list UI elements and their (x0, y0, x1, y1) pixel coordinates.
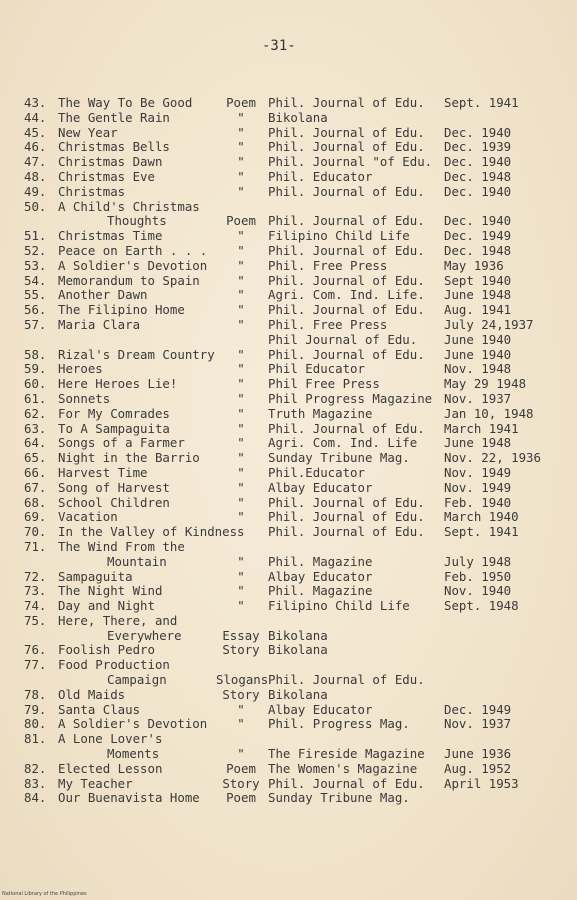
entry-title: A Soldier's Devotion (58, 716, 208, 732)
entry-type: " (237, 257, 245, 273)
entry-number: 80. (24, 716, 47, 732)
entry-number: 55. (24, 287, 47, 303)
list-item (0, 259, 577, 274)
entry-number: 77. (24, 657, 47, 673)
entry-type: " (237, 168, 245, 184)
entry-date: Feb. 1950 (444, 568, 512, 584)
entry-type: " (237, 583, 245, 599)
list-item (0, 377, 577, 392)
list-item (0, 481, 577, 496)
entry-type: " (237, 154, 245, 170)
entry-date: March 1940 (444, 509, 519, 525)
entry-source: The Women's Magazine (268, 760, 418, 776)
list-item (0, 436, 577, 451)
list-item (0, 717, 577, 732)
entry-number: 51. (24, 228, 47, 244)
entry-source: Phil. Journal of Edu. (268, 509, 425, 525)
entry-date: Dec. 1940 (444, 154, 512, 170)
entry-type: " (237, 346, 245, 362)
entry-number: 75. (24, 612, 47, 628)
entry-date: Nov. 1937 (444, 716, 512, 732)
entry-number: 68. (24, 494, 47, 510)
entry-date: Aug. 1941 (444, 302, 512, 318)
entry-date: May 1936 (444, 257, 504, 273)
entry-title: Christmas Time (58, 228, 163, 244)
entry-date: Aug. 1952 (444, 760, 512, 776)
list-item (0, 362, 577, 377)
entry-type: Poem (226, 790, 256, 806)
entry-source: Phil. Progress Mag. (268, 716, 410, 732)
entry-type: " (237, 390, 245, 406)
entry-title: Harvest Time (58, 464, 148, 480)
list-item (0, 570, 577, 585)
list-item (0, 688, 577, 703)
entry-source: Phil Free Press (268, 376, 380, 392)
entry-number: 63. (24, 420, 47, 436)
entry-date: Sept. 1941 (444, 524, 519, 540)
entry-date: June 1940 (444, 331, 512, 347)
entry-number: 49. (24, 183, 47, 199)
entry-source: Agri. Com. Ind. Life. (268, 287, 425, 303)
entry-source: Agri. Com. Ind. Life (268, 435, 418, 451)
entry-source: The Fireside Magazine (268, 746, 425, 762)
entry-source: Phil Progress Magazine (268, 390, 433, 406)
entry-source: Sunday Tribune Mag. (268, 450, 410, 466)
list-item (0, 614, 577, 629)
entry-title: Thoughts (107, 213, 167, 229)
entry-title: Sampaguita (58, 568, 133, 584)
entry-title: Song of Harvest (58, 479, 170, 495)
entry-source: Phil. Journal of Edu. (268, 95, 425, 110)
entry-source: Albay Educator (268, 568, 373, 584)
entry-type: " (237, 376, 245, 392)
entry-title: In the Valley of Kindness (58, 524, 245, 540)
entry-title: Maria Clara (58, 316, 141, 332)
entry-date: June 1940 (444, 346, 512, 362)
list-item (0, 126, 577, 141)
entry-source: Phil. Journal of Edu. (268, 524, 425, 540)
entry-type: " (237, 316, 245, 332)
entry-title: Moments (107, 746, 160, 762)
entry-number: 46. (24, 139, 47, 155)
entry-date: Dec. 1940 (444, 183, 512, 199)
list-item (0, 348, 577, 363)
entry-date: Nov. 1949 (444, 479, 512, 495)
entry-title: For My Comrades (58, 405, 170, 421)
entry-title: A Lone Lover's (58, 731, 163, 747)
entry-title: My Teacher (58, 775, 133, 791)
entry-title: Food Production (58, 657, 170, 673)
entry-source: Filipino Child Life (268, 228, 410, 244)
entry-date: July 1948 (444, 553, 512, 569)
entry-source: Truth Magazine (268, 405, 373, 421)
entry-date: Dec. 1948 (444, 168, 512, 184)
entry-source: Phil Journal of Edu. (268, 331, 418, 347)
entry-number: 56. (24, 302, 47, 318)
entry-type: " (237, 124, 245, 140)
list-item (0, 466, 577, 481)
entry-number: 67. (24, 479, 47, 495)
list-item (0, 200, 577, 215)
list-item (0, 214, 577, 229)
entry-title: Christmas (58, 183, 126, 199)
entry-source: Albay Educator (268, 479, 373, 495)
entry-type: " (237, 598, 245, 614)
entry-number: 72. (24, 568, 47, 584)
list-item (0, 496, 577, 511)
entry-title: The Way To Be Good (58, 95, 193, 110)
entry-type: " (237, 716, 245, 732)
entry-date: April 1953 (444, 775, 519, 791)
entry-title: Christmas Eve (58, 168, 155, 184)
entry-type: Essay (222, 627, 260, 643)
entry-source: Phil. Journal "of Edu. (268, 154, 433, 170)
entry-date: Nov. 22, 1936 (444, 450, 541, 466)
entry-number: 59. (24, 361, 47, 377)
list-item (0, 333, 577, 348)
entry-source: Phil. Free Press (268, 316, 388, 332)
entry-number: 45. (24, 124, 47, 140)
entry-number: 82. (24, 760, 47, 776)
entry-type: Poem (226, 213, 256, 229)
entry-type: " (237, 361, 245, 377)
entry-date: May 29 1948 (444, 376, 527, 392)
entry-type: Story (222, 775, 260, 791)
list-item (0, 599, 577, 614)
entry-type: Poem (226, 95, 256, 110)
entry-source: Phil. Free Press (268, 257, 388, 273)
entry-source: Phil. Journal of Edu. (268, 420, 425, 436)
entry-type: " (237, 435, 245, 451)
entry-source: Phil. Journal of Edu. (268, 242, 425, 258)
entry-number: 54. (24, 272, 47, 288)
entry-number: 78. (24, 686, 47, 702)
entry-type: " (237, 494, 245, 510)
list-item (0, 762, 577, 777)
entry-source: Bikolana (268, 642, 328, 658)
entry-number: 69. (24, 509, 47, 525)
entry-number: 74. (24, 598, 47, 614)
entry-date: Dec. 1939 (444, 139, 512, 155)
entry-title: Memorandum to Spain (58, 272, 200, 288)
entry-title: Mountain (107, 553, 167, 569)
entry-source: Phil. Educator (268, 168, 373, 184)
entry-type: " (237, 568, 245, 584)
entry-date: June 1948 (444, 287, 512, 303)
entry-date: Dec. 1949 (444, 701, 512, 717)
list-item (0, 555, 577, 570)
entry-type: " (237, 272, 245, 288)
entry-source: Phil. Journal of Edu. (268, 272, 425, 288)
entry-date: March 1941 (444, 420, 519, 436)
entry-number: 53. (24, 257, 47, 273)
entry-type: " (237, 183, 245, 199)
list-item (0, 244, 577, 259)
entry-title: A Child's Christmas (58, 198, 200, 214)
list-item (0, 140, 577, 155)
entry-date: Nov. 1940 (444, 583, 512, 599)
entry-source: Phil. Journal of Edu. (268, 672, 425, 688)
entry-number: 52. (24, 242, 47, 258)
list-item (0, 658, 577, 673)
entry-type: " (237, 139, 245, 155)
entry-number: 43. (24, 95, 47, 110)
list-item (0, 703, 577, 718)
entry-type: " (237, 287, 245, 303)
entry-type: " (237, 553, 245, 569)
entry-title: New Year (58, 124, 118, 140)
entry-number: 71. (24, 538, 47, 554)
list-item (0, 318, 577, 333)
entry-source: Phil. Journal of Edu. (268, 346, 425, 362)
list-item (0, 584, 577, 599)
entry-number: 47. (24, 154, 47, 170)
entry-source: Sunday Tribune Mag. (268, 790, 410, 806)
entry-number: 64. (24, 435, 47, 451)
entry-source: Phil Educator (268, 361, 365, 377)
list-item (0, 777, 577, 792)
entry-number: 83. (24, 775, 47, 791)
entry-title: The Gentle Rain (58, 109, 170, 125)
entry-source: Bikolana (268, 109, 328, 125)
entry-title: Night in the Barrio (58, 450, 200, 466)
entry-title: The Filipino Home (58, 302, 185, 318)
entry-source: Phil. Journal of Edu. (268, 775, 425, 791)
list-item (0, 422, 577, 437)
list-item (0, 407, 577, 422)
entry-source: Phil. Journal of Edu. (268, 124, 425, 140)
entry-title: Vacation (58, 509, 118, 525)
entry-title: Old Maids (58, 686, 126, 702)
entry-source: Phil. Journal of Edu. (268, 302, 425, 318)
entry-number: 66. (24, 464, 47, 480)
entry-type: " (237, 109, 245, 125)
entry-title: To A Sampaguita (58, 420, 170, 436)
entry-type: " (237, 450, 245, 466)
entry-title: Day and Night (58, 598, 155, 614)
entry-date: Dec. 1940 (444, 213, 512, 229)
entry-title: Our Buenavista Home (58, 790, 200, 806)
list-item (0, 111, 577, 126)
entry-source: Phil. Journal of Edu. (268, 183, 425, 199)
list-item (0, 643, 577, 658)
entry-title: Everywhere (107, 627, 182, 643)
entry-number: 44. (24, 109, 47, 125)
entry-type: " (237, 701, 245, 717)
list-item (0, 303, 577, 318)
list-item (0, 732, 577, 747)
entry-source: Filipino Child Life (268, 598, 410, 614)
entry-date: Sept 1940 (444, 272, 512, 288)
list-item (0, 525, 577, 540)
page-number: -31- (262, 38, 296, 54)
entry-number: 81. (24, 731, 47, 747)
entry-title: School Children (58, 494, 170, 510)
entry-source: Albay Educator (268, 701, 373, 717)
entry-title: Another Dawn (58, 287, 148, 303)
entry-number: 48. (24, 168, 47, 184)
entry-date: Jan 10, 1948 (444, 405, 534, 421)
entry-type: " (237, 509, 245, 525)
entry-date: Dec. 1940 (444, 124, 512, 140)
entry-type: Story (222, 642, 260, 658)
entry-number: 84. (24, 790, 47, 806)
list-item (0, 155, 577, 170)
entry-date: Nov. 1949 (444, 464, 512, 480)
entry-source: Phil.Educator (268, 464, 365, 480)
entry-type: Poem (226, 760, 256, 776)
entry-title: Christmas Bells (58, 139, 170, 155)
entry-date: June 1936 (444, 746, 512, 762)
entry-type: " (237, 228, 245, 244)
entry-number: 60. (24, 376, 47, 392)
entry-title: Peace on Earth . . . (58, 242, 208, 258)
list-item (0, 673, 577, 688)
list-item (0, 229, 577, 244)
entry-title: Campaign (107, 672, 167, 688)
entry-type: " (237, 302, 245, 318)
entry-number: 73. (24, 583, 47, 599)
entry-title: Christmas Dawn (58, 154, 163, 170)
bibliography-list (0, 96, 577, 806)
entry-number: 61. (24, 390, 47, 406)
entry-title: Elected Lesson (58, 760, 163, 776)
list-item (0, 451, 577, 466)
entry-title: Sonnets (58, 390, 111, 406)
entry-date: Nov. 1937 (444, 390, 512, 406)
entry-number: 50. (24, 198, 47, 214)
entry-title: Songs of a Farmer (58, 435, 185, 451)
entry-number: 70. (24, 524, 47, 540)
entry-title: Santa Claus (58, 701, 141, 717)
entry-source: Bikolana (268, 627, 328, 643)
entry-date: Nov. 1948 (444, 361, 512, 377)
entry-source: Phil. Magazine (268, 583, 373, 599)
entry-title: The Wind From the (58, 538, 185, 554)
entry-number: 76. (24, 642, 47, 658)
list-item (0, 170, 577, 185)
entry-date: June 1948 (444, 435, 512, 451)
list-item (0, 791, 577, 806)
entry-date: Sept. 1941 (444, 95, 519, 110)
entry-title: A Soldier's Devotion (58, 257, 208, 273)
entry-title: Here Heroes Lie! (58, 376, 178, 392)
entry-type: " (237, 405, 245, 421)
entry-source: Phil. Journal of Edu. (268, 213, 425, 229)
entry-source: Phil. Journal of Edu. (268, 139, 425, 155)
entry-type: " (237, 464, 245, 480)
list-item (0, 392, 577, 407)
list-item (0, 96, 577, 111)
entry-date: Feb. 1940 (444, 494, 512, 510)
entry-source: Phil. Journal of Edu. (268, 494, 425, 510)
entry-title: Here, There, and (58, 612, 178, 628)
entry-source: Bikolana (268, 686, 328, 702)
entry-number: 57. (24, 316, 47, 332)
entry-number: 62. (24, 405, 47, 421)
entry-date: Dec. 1948 (444, 242, 512, 258)
entry-number: 79. (24, 701, 47, 717)
entry-date: July 24,1937 (444, 316, 534, 332)
list-item (0, 288, 577, 303)
entry-type: " (237, 242, 245, 258)
entry-type: " (237, 420, 245, 436)
list-item (0, 510, 577, 525)
list-item (0, 747, 577, 762)
archive-footer: National Library of the Philippines (2, 891, 87, 897)
entry-type: Slogans (216, 672, 269, 688)
entry-title: Rizal's Dream Country (58, 346, 215, 362)
entry-number: 58. (24, 346, 47, 362)
entry-title: Heroes (58, 361, 103, 377)
entry-type: Story (222, 686, 260, 702)
list-item (0, 629, 577, 644)
entry-title: The Night Wind (58, 583, 163, 599)
entry-source: Phil. Magazine (268, 553, 373, 569)
entry-type: " (237, 479, 245, 495)
entry-date: Sept. 1948 (444, 598, 519, 614)
list-item (0, 540, 577, 555)
entry-number: 65. (24, 450, 47, 466)
list-item (0, 274, 577, 289)
entry-date: Dec. 1949 (444, 228, 512, 244)
list-item (0, 185, 577, 200)
entry-title: Foolish Pedro (58, 642, 155, 658)
entry-type: " (237, 746, 245, 762)
